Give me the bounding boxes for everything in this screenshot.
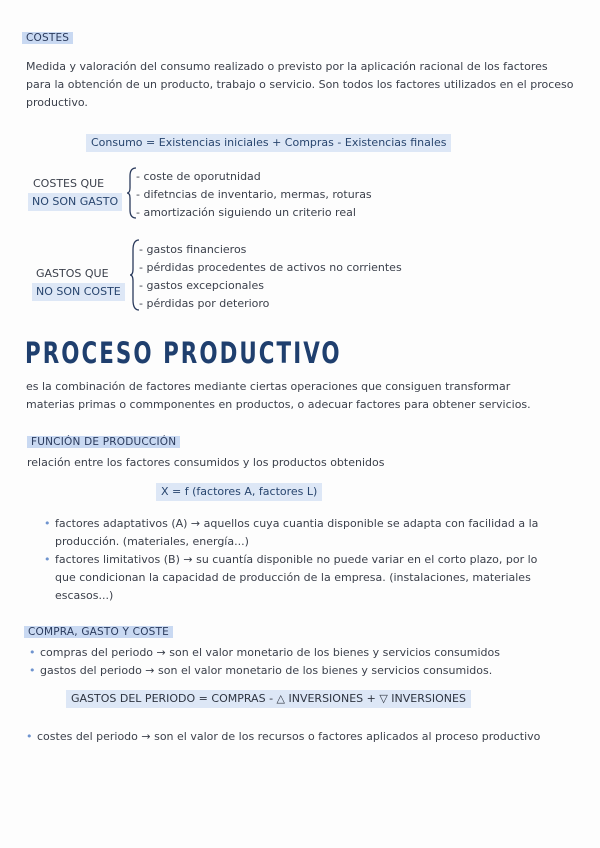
proceso-definition-line-2: materias primas o commponentes en productos, o adecuar factores para obtener servicios. bbox=[26, 398, 531, 411]
gastos-no-coste-item-1: - gastos financieros bbox=[139, 243, 247, 256]
compra-bullet-costes: • costes del periodo → son el valor de los recursos o factores aplicados al proceso productivo bbox=[37, 728, 540, 746]
costes-no-gasto-item-2: - difetncias de inventario, mermas, roturas bbox=[136, 188, 372, 201]
consumo-formula: Consumo = Existencias iniciales + Compras - Existencias finales bbox=[86, 134, 451, 152]
funcion-bullet-adaptativos bbox=[55, 515, 565, 551]
funcion-bullet-1-line-1: • factores adaptativos (A) → aquellos cuya cuantia disponible se adapta con facilidad a la bbox=[55, 517, 539, 530]
costes-no-gasto-item-1: - coste de oporutnidad bbox=[136, 170, 261, 183]
gastos-no-coste-item-2: - pérdidas procedentes de activos no corrientes bbox=[139, 261, 402, 274]
funcion-heading: FUNCIÓN DE PRODUCCIÓN bbox=[27, 436, 180, 448]
gastos-periodo-formula: GASTOS DEL PERIODO = COMPRAS - △ INVERSIONES + ▽ INVERSIONES bbox=[66, 690, 471, 708]
funcion-bullet-limitativos bbox=[55, 551, 565, 605]
gastos-no-coste-item-4: - pérdidas por deterioro bbox=[139, 297, 270, 310]
funcion-bullet-2-line-3: escasos...) bbox=[55, 589, 114, 602]
costes-no-gasto-label-2: NO SON GASTO bbox=[28, 193, 122, 211]
proceso-productivo-title: PROCESO PRODUCTIVO bbox=[25, 336, 342, 370]
costes-definition: Medida y valoración del consumo realizado o previsto por la aplicación racional de los factores para la obtención de un producto, trabajo o servicio. Son todos los factores utilizados en el proceso productivo. bbox=[26, 60, 574, 109]
gastos-no-coste-item-3: - gastos excepcionales bbox=[139, 279, 264, 292]
compra-bullet-compras: • compras del periodo → son el valor monetario de los bienes y servicios consumidos bbox=[40, 644, 500, 662]
proceso-definition-line-1: es la combinación de factores mediante ciertas operaciones que consiguen transformar bbox=[26, 380, 511, 393]
funcion-bullet-2-line-2: que condicionan la capacidad de producción de la empresa. (instalaciones, materiales bbox=[55, 571, 531, 584]
costes-heading: COSTES bbox=[22, 32, 73, 44]
funcion-bullet-2-line-1: • factores limitativos (B) → su cuantía disponible no puede variar en el corto plazo, por lo bbox=[55, 553, 538, 566]
compra-heading: COMPRA, GASTO Y COSTE bbox=[24, 626, 173, 638]
funcion-bullet-1-line-2: producción. (materiales, energía...) bbox=[55, 535, 249, 548]
costes-no-gasto-item-3: - amortización siguiendo un criterio real bbox=[136, 206, 356, 219]
funcion-definition: relación entre los factores consumidos y los productos obtenidos bbox=[27, 456, 385, 469]
gastos-no-coste-label-2: NO SON COSTE bbox=[32, 283, 125, 301]
gastos-no-coste-label-1: GASTOS QUE bbox=[36, 267, 109, 280]
costes-no-gasto-label-1: COSTES QUE bbox=[33, 177, 105, 190]
compra-bullet-gastos: • gastos del periodo → son el valor monetario de los bienes y servicios consumidos. bbox=[40, 662, 492, 680]
funcion-formula: X = f (factores A, factores L) bbox=[156, 483, 322, 501]
